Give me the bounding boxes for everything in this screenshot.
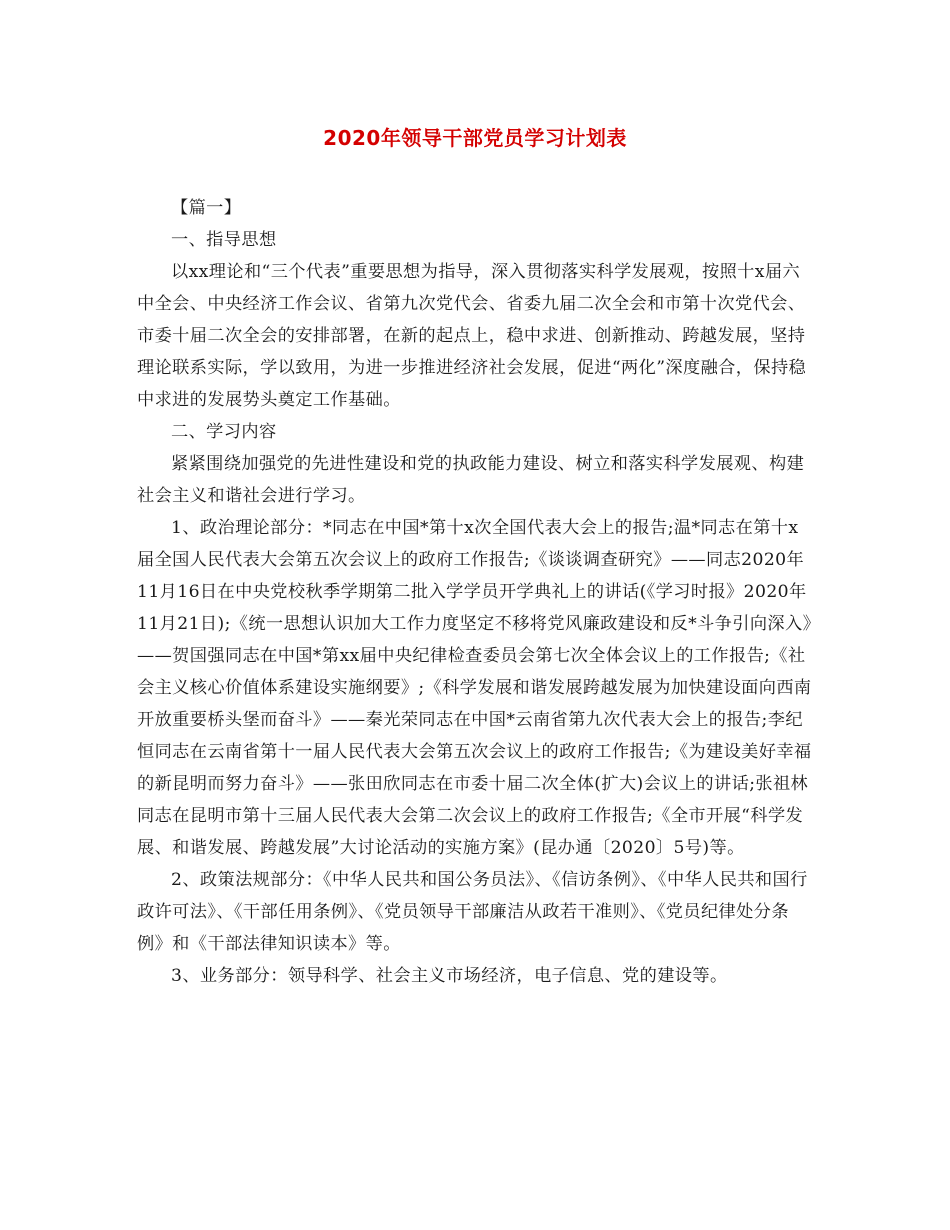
paragraph-study-content: 紧紧围绕加强党的先进性建设和党的执政能力建设、树立和落实科学发展观、构建社会主义和谐社会进行学习。 bbox=[137, 454, 805, 506]
heading-study-content: 二、学习内容 bbox=[171, 422, 277, 442]
document-body bbox=[137, 192, 815, 992]
heading-guiding-thought: 一、指导思想 bbox=[171, 230, 277, 250]
section-marker: 【篇一】 bbox=[171, 198, 242, 218]
document-title: 2020年领导干部党员学习计划表 bbox=[323, 126, 627, 150]
paragraph-guiding-thought: 以xx理论和“三个代表”重要思想为指导，深入贯彻落实科学发展观，按照十x届六中全会、中央经济工作会议、省第九次党代会、省委九届二次全会和市第十次党代会、市委十届二次全会的安排部署，在新的起点上，稳中求进、创新推动、跨越发展，坚持理论联系实际，学以致用，为进一步推进经济社会发展，促进“两化”深度融合，保持稳中求进的发展势头奠定工作基础。 bbox=[137, 262, 807, 410]
item-business: 3、业务部分：领导科学、社会主义市场经济，电子信息、党的建设等。 bbox=[171, 966, 728, 986]
item-political-theory: 1、政治理论部分：*同志在中国*第十x次全国代表大会上的报告;温*同志在第十x届全国人民代表大会第五次会议上的政府工作报告;《谈谈调查研究》——同志2020年11月16日在中央党校秋季学期第二批入学学员开学典礼上的讲话(《学习时报》2020年11月21日);《统一思想认识加大工作力度坚定不移将党风廉政建设和反*斗争引向深入》——贺国强同志在中国*第xx届中央纪律检查委员会第七次全体会议上的工作报告;《社会主义核心价值体系建设实施纲要》;《科学发展和谐发展跨越发展为加快建设面向西南开放重要桥头堡而奋斗》——秦光荣同志在中国*云南省第九次代表大会上的报告;李纪恒同志在云南省第十一届人民代表大会第五次会议上的政府工作报告;《为建设美好幸福的新昆明而努力奋斗》——张田欣同志在市委十届二次全体(扩大)会议上的讲话;张祖林同志在昆明市第十三届人民代表大会第二次会议上的政府工作报告;《全市开展“科学发展、和谐发展、跨越发展”大讨论活动的实施方案》(昆办通〔2020〕5号)等。 bbox=[137, 518, 812, 858]
item-policy-regulations: 2、政策法规部分：《中华人民共和国公务员法》、《信访条例》、《中华人民共和国行政许可法》、《干部任用条例》、《党员领导干部廉洁从政若干准则》、《党员纪律处分条例》和《干部法律知识读本》等。 bbox=[137, 870, 808, 954]
